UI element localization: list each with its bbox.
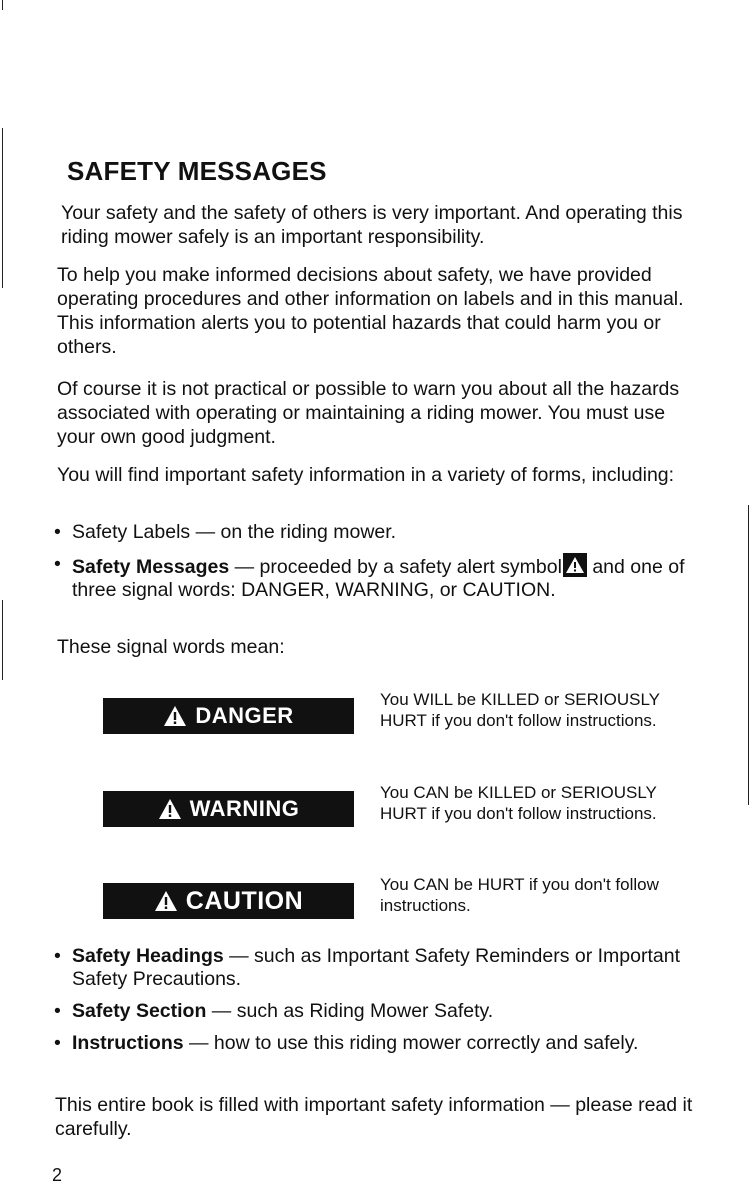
bullet-icon: •	[54, 1032, 61, 1054]
list-item	[50, 1032, 690, 1055]
list-item-text: — such as Important Safety Reminders or Important Safety Precautions.	[72, 945, 680, 990]
closing-paragraph: This entire book is filled with important safety information — please read it carefully.	[55, 1094, 693, 1140]
safety-alert-icon	[563, 553, 587, 577]
signal-word: WARNING	[189, 796, 300, 821]
list-item	[50, 521, 690, 544]
list-item-heading: Safety Section	[72, 1000, 207, 1022]
scan-edge-mark	[2, 128, 3, 288]
list-item	[50, 1000, 690, 1023]
danger-meaning: You WILL be KILLED or SERIOUSLY HURT if you don't follow instructions.	[380, 690, 660, 730]
information-paragraph: To help you make informed decisions about safety, we have provided operating procedures and other information on labels and in this manual. This information alerts you to potential hazards that could harm you or others.	[57, 264, 684, 358]
signal-words-intro: These signal words mean:	[57, 636, 285, 658]
bullet-icon: •	[54, 553, 61, 575]
judgment-paragraph: Of course it is not practical or possible to warn you about all the hazards associated with operating or maintaining a riding mower. You must use your own good judgment.	[57, 378, 680, 448]
list-item	[50, 553, 690, 602]
signal-word: CAUTION	[185, 886, 304, 915]
list-item-text: — proceeded by a safety alert symbol	[229, 556, 562, 578]
warning-triangle-icon	[163, 705, 187, 727]
warning-meaning: You CAN be KILLED or SERIOUSLY HURT if you don't follow instructions.	[380, 783, 657, 823]
forms-list-continued	[50, 945, 690, 1064]
warning-triangle-icon	[158, 798, 182, 820]
list-item-text-cont: and one of three signal words: DANGER, WARNING, or CAUTION.	[72, 556, 685, 601]
caution-meaning: You CAN be HURT if you don't follow instructions.	[380, 875, 659, 915]
signal-word: DANGER	[195, 703, 294, 728]
intro-paragraph: Your safety and the safety of others is very important. And operating this riding mower safely is an important responsibility.	[61, 202, 683, 248]
bullet-icon: •	[54, 945, 61, 967]
list-item-heading: Instructions	[72, 1032, 184, 1054]
list-item-heading: Safety Headings	[72, 945, 224, 967]
bullet-icon: •	[54, 521, 61, 543]
list-item-text: — how to use this riding mower correctly and safely.	[183, 1032, 639, 1054]
page-title: SAFETY MESSAGES	[67, 156, 327, 186]
scan-edge-mark	[2, 600, 3, 680]
bullet-icon: •	[54, 1000, 61, 1022]
scan-edge-mark	[2, 0, 3, 10]
scan-edge-mark	[748, 505, 749, 805]
danger-label	[103, 698, 354, 734]
forms-paragraph: You will find important safety information in a variety of forms, including:	[57, 464, 675, 486]
list-item-text: — such as Riding Mower Safety.	[206, 1000, 494, 1022]
page-number: 2	[52, 1165, 63, 1185]
warning-triangle-icon	[154, 890, 178, 912]
list-item-text: Safety Labels — on the riding mower.	[72, 521, 397, 543]
caution-label	[103, 883, 354, 919]
warning-label	[103, 791, 354, 827]
forms-list	[50, 521, 690, 611]
list-item	[50, 945, 690, 991]
list-item-heading: Safety Messages	[72, 556, 230, 578]
